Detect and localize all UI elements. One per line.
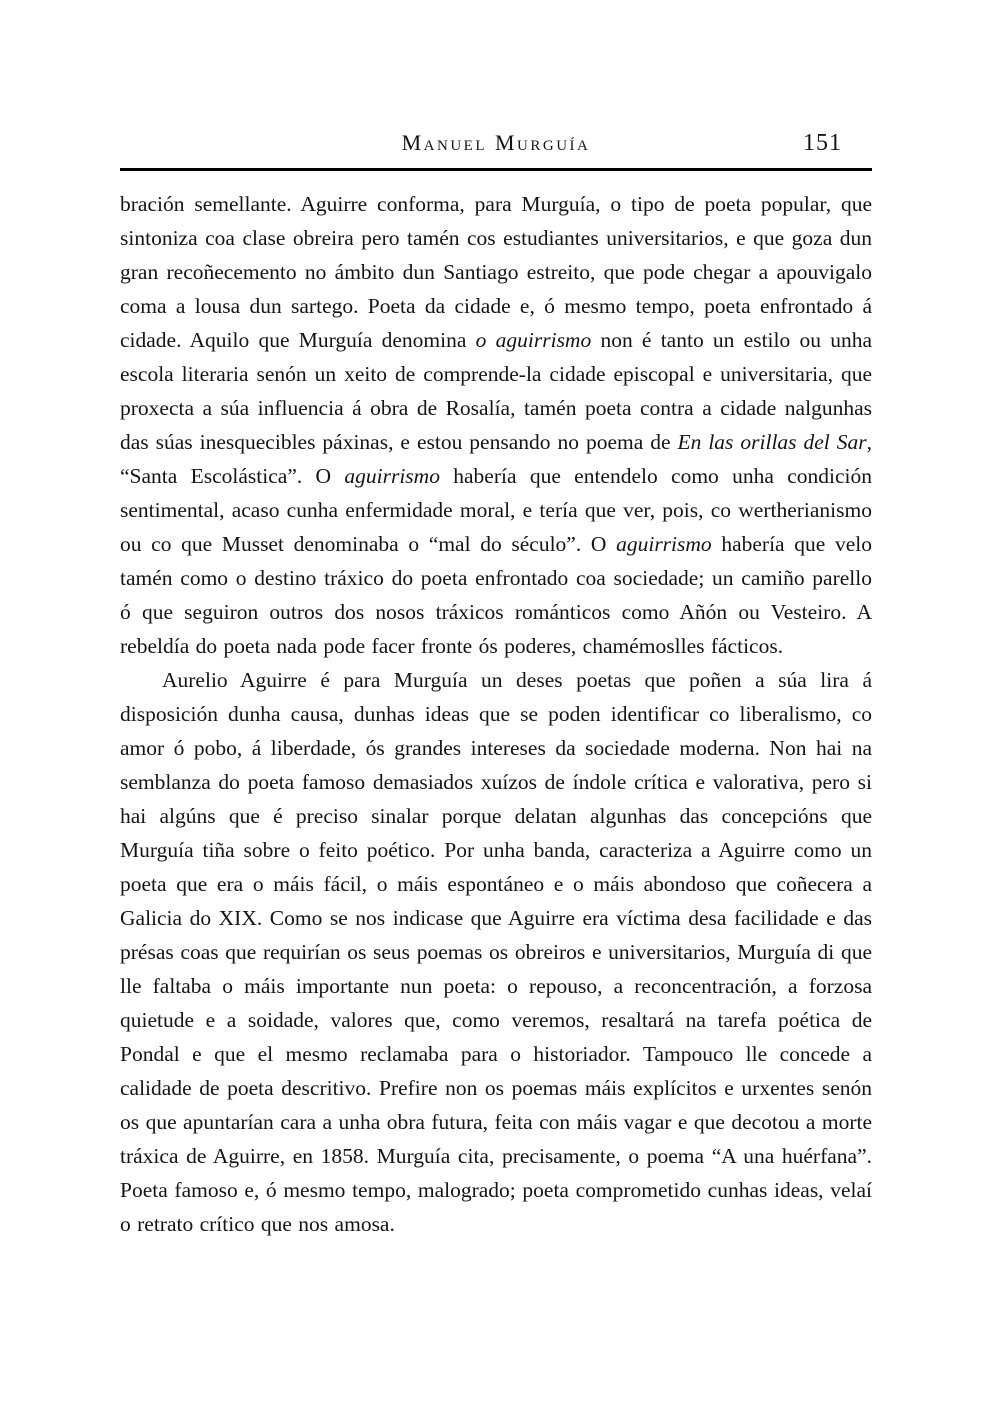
running-title: Manuel Murguía bbox=[401, 130, 591, 155]
body-text: habería que entendelo como unha condición sentimental, acaso cunha enfermidade moral, e tería que ver, pois, co wertherianismo ou co que Musset denominaba o “mal do século”. O bbox=[120, 464, 872, 556]
body-text: bración semellante. Aguirre conforma, para Murguía, o tipo de poeta popular, que sintoniza coa clase obreira pero tamén cos estudiantes universitarios, e que goza dun gran recoñecemento no ámbito dun Santiago estreito, que pode chegar a apouvigalo coma a lousa dun sartego. Poeta da cidade e, ó mesmo tempo, poeta enfrontado á cidade. Aquilo que Murguía denomina bbox=[120, 192, 872, 352]
body-text: Aurelio Aguirre é para Murguía un deses poetas que poñen a súa lira á disposición dunha causa, dunhas ideas que se poden identificar co liberalismo, co amor ó pobo, á liberdade, ós grandes intereses da sociedade moderna. Non hai na semblanza do poeta famoso demasiados xuízos de índole crítica e valorativa, pero si hai algúns que é preciso sinalar porque delatan algunhas das concepcións que Murguía tiña sobre o feito poético. Por unha banda, caracteriza a Aguirre como un poeta que era o máis fácil, o máis espontáneo e o máis abondoso que coñecera a Galicia do XIX. Como se nos indicase que Aguirre era víctima desa facilidade e das présas coas que requirían os seus poemas os obreiros e universitarios, Murguía di que lle faltaba o máis importante nun poeta: o repouso, a reconcentración, a forzosa quietude e a soidade, valores que, como veremos, resaltará na tarefa poética de Pondal e que el mesmo reclamaba para o historiador. Tampouco lle concede a calidade de poeta descritivo. Prefire non os poemas máis explícitos e urxentes senón os que apuntarían cara a unha obra futura, feita con máis vagar e que decotou a morte tráxica de Aguirre, en 1858. Murguía cita, precisamente, o poema “A una huérfana”. Poeta famoso e, ó mesmo tempo, malogrado; poeta comprometido cunhas ideas, velaí o retrato crítico que nos amosa. bbox=[120, 668, 872, 1236]
page-header bbox=[120, 130, 872, 164]
italic-text: aguirrismo bbox=[344, 464, 440, 488]
paragraph bbox=[120, 187, 872, 663]
italic-text: aguirrismo bbox=[616, 532, 712, 556]
page-number: 151 bbox=[803, 130, 842, 156]
page-body bbox=[120, 187, 872, 1241]
italic-text: En las orillas del Sar bbox=[677, 430, 867, 454]
body-text: , “Santa Escolástica”. O bbox=[120, 430, 872, 488]
page-content bbox=[120, 130, 872, 1241]
body-text: non é tanto un estilo ou unha escola literaria senón un xeito de comprende-la cidade episcopal e universitaria, que proxecta a súa influencia á obra de Rosalía, tamén poeta contra a cidade nalgunhas das súas inesquecibles páxinas, e estou pensando no poema de bbox=[120, 328, 872, 454]
paragraph bbox=[120, 663, 872, 1241]
italic-text: o aguirrismo bbox=[475, 328, 592, 352]
header-rule bbox=[120, 168, 872, 171]
body-text: habería que velo tamén como o destino tráxico do poeta enfrontado coa sociedade; un camiño parello ó que seguiron outros dos nosos tráxicos románticos como Añón ou Vesteiro. A rebeldía do poeta nada pode facer fronte ós poderes, chamémoslles fácticos. bbox=[120, 532, 872, 658]
